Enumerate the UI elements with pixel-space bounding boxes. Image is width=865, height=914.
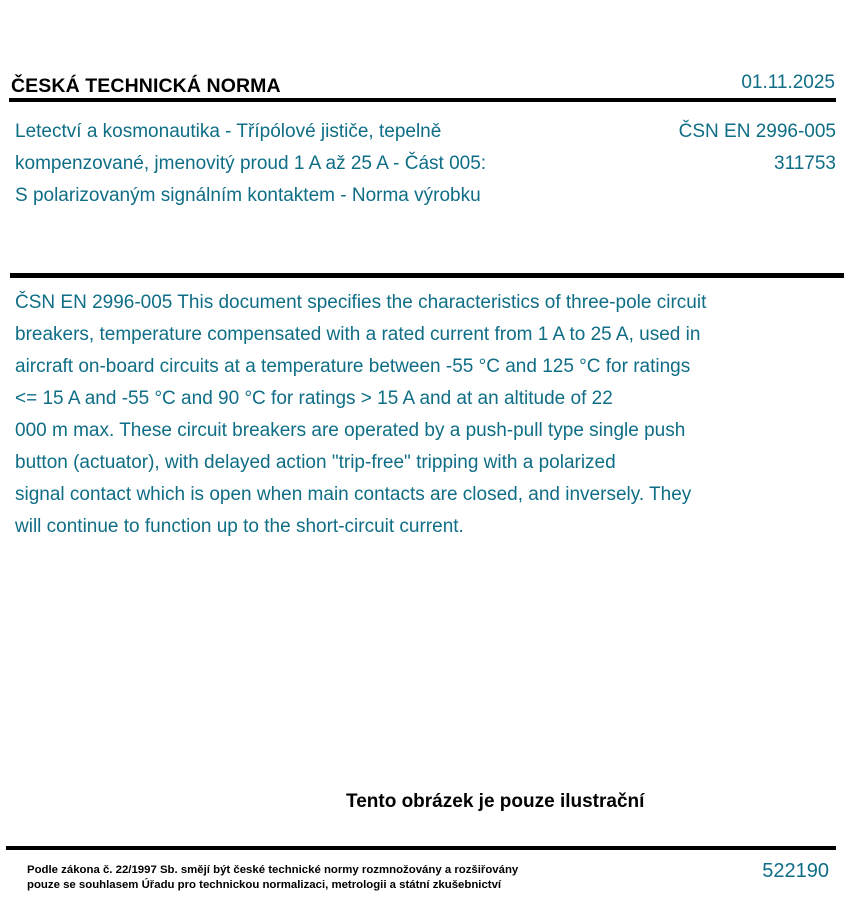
abstract-line: button (actuator), with delayed action "trip-free" tripping with a polarized [15,452,616,473]
legal-notice [27,863,518,893]
abstract-line: aircraft on-board circuits at a temperature between -55 °C and 125 °C for ratings [15,356,691,377]
abstract-line: will continue to function up to the short-circuit current. [15,516,464,537]
publication-date: 01.11.2025 [741,72,835,93]
abstract-line: 000 m max. These circuit breakers are operated by a push-pull type single push [15,420,686,441]
abstract-line: ČSN EN 2996-005 This document specifies the characteristics of three-pole circuit [15,292,707,313]
legal-notice-line: pouze se souhlasem Úřadu pro technickou normalizaci, metrologii a státní zkušebnictví [27,879,502,891]
document-code: 522190 [762,860,829,882]
illustration-note: Tento obrázek je pouze ilustrační [346,791,645,812]
abstract [15,287,845,543]
top-divider [9,98,836,102]
middle-divider [10,273,844,278]
standard-title-line: kompenzované, jmenovitý proud 1 A až 25 A - Část 005: [15,153,487,174]
standard-title-line: Letectví a kosmonautika - Třípólové jističe, tepelně [15,121,442,142]
norm-title: ČESKÁ TECHNICKÁ NORMA [11,75,281,97]
abstract-line: breakers, temperature compensated with a rated current from 1 A to 25 A, used in [15,324,701,345]
bottom-divider [6,846,836,850]
legal-notice-line: Podle zákona č. 22/1997 Sb. smějí být české technické normy rozmnožovány a rozšiřovány [27,864,519,876]
standard-title-line: S polarizovaným signálním kontaktem - Norma výrobku [15,185,481,206]
abstract-line: <= 15 A and -55 °C and 90 °C for ratings > 15 A and at an altitude of 22 [15,388,613,409]
classification-number: 311753 [774,153,836,174]
abstract-line: signal contact which is open when main contacts are closed, and inversely. They [15,484,692,505]
standard-title [15,116,615,212]
standard-number: ČSN EN 2996-005 [678,121,836,142]
